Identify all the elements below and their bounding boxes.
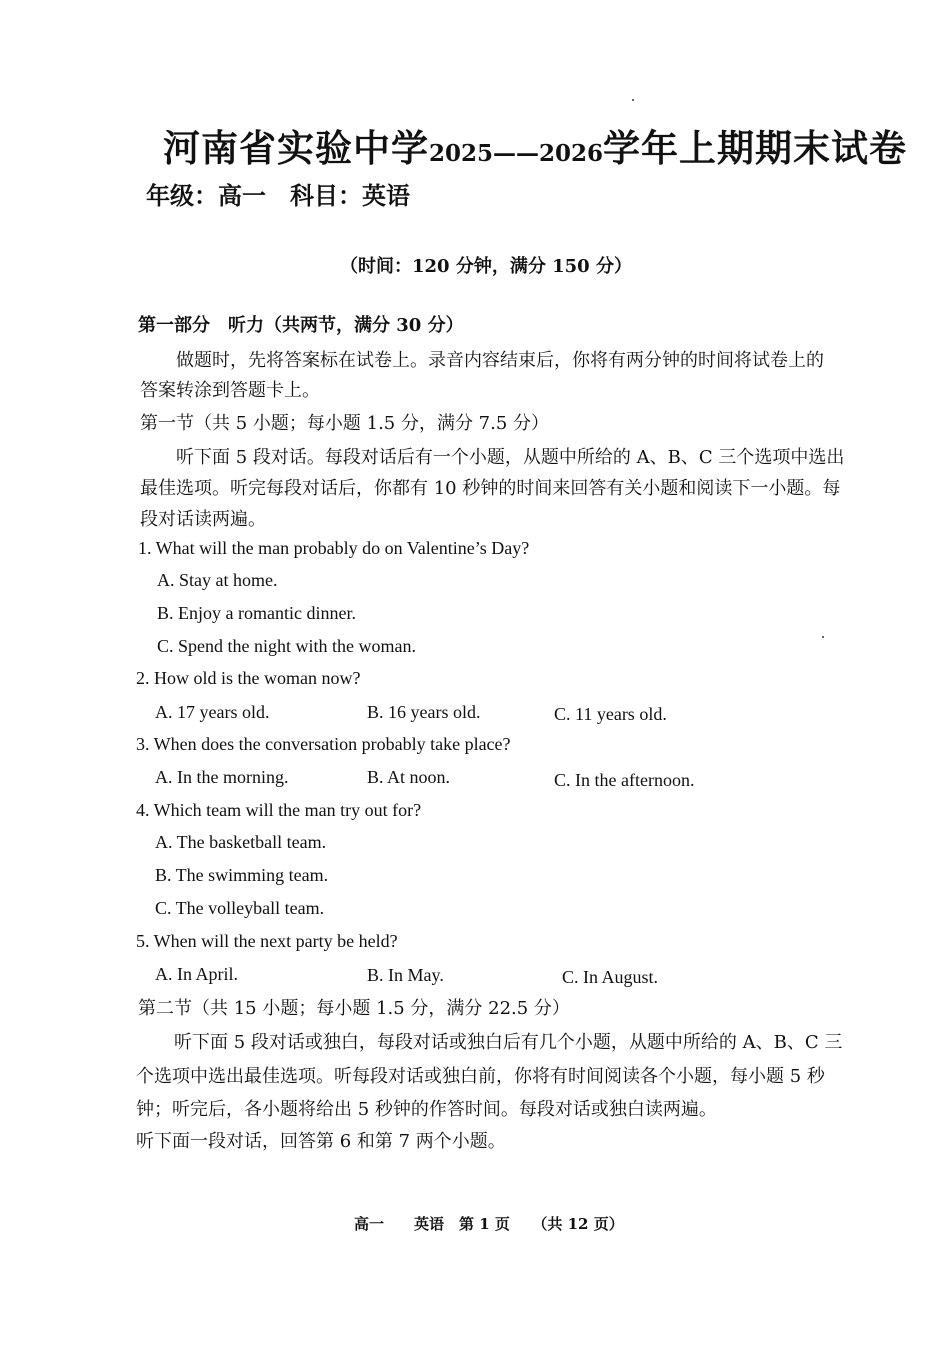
question-stem: 4. Which team will the man try out for? bbox=[136, 800, 422, 820]
section1-instruction: 段对话读两遍。 bbox=[140, 509, 266, 530]
section2-instruction: 听下面 5 段对话或独白，每段对话或独白后有几个小题，从题中所给的 A、B、C 三 bbox=[174, 1032, 843, 1053]
time-score-line: （时间：120 分钟，满分 150 分） bbox=[340, 256, 632, 277]
title-school: 河南省实验中学 bbox=[163, 126, 429, 170]
answer-option: A. The basketball team. bbox=[155, 832, 327, 852]
answer-option: C. 11 years old. bbox=[554, 704, 667, 724]
grade-subject: 年级：高一 科目：英语 bbox=[146, 181, 410, 210]
answer-option: B. 16 years old. bbox=[367, 702, 481, 722]
answer-option: C. Spend the night with the woman. bbox=[157, 636, 416, 656]
section1-instruction: 最佳选项。听完每段对话后，你都有 10 秒钟的时间来回答有关小题和阅读下一小题。每 bbox=[140, 478, 841, 499]
answer-option: B. At noon. bbox=[367, 767, 451, 787]
part1-instruction: 答案转涂到答题卡上。 bbox=[140, 380, 320, 401]
question-stem: 2. How old is the woman now? bbox=[136, 668, 361, 688]
answer-option: C. In August. bbox=[562, 967, 659, 987]
part1-heading: 第一部分 听力（共两节，满分 30 分） bbox=[138, 315, 464, 336]
section2-instruction: 钟；听完后，各小题将给出 5 秒钟的作答时间。每段对话或独白读两遍。 bbox=[136, 1099, 717, 1120]
title-years: 2025——2026 bbox=[429, 140, 604, 167]
answer-option: B. Enjoy a romantic dinner. bbox=[157, 603, 356, 623]
answer-option: A. In April. bbox=[155, 964, 238, 984]
question-stem: 5. When will the next party be held? bbox=[136, 931, 398, 951]
section2-heading: 第二节（共 15 小题；每小题 1.5 分，满分 22.5 分） bbox=[138, 998, 570, 1019]
answer-option: B. In May. bbox=[367, 965, 444, 985]
part1-instruction: 做题时，先将答案标在试卷上。录音内容结束后，你将有两分钟的时间将试卷上的 bbox=[176, 350, 824, 371]
answer-option: A. Stay at home. bbox=[157, 570, 278, 590]
section1-heading: 第一节（共 5 小题；每小题 1.5 分，满分 7.5 分） bbox=[140, 413, 550, 434]
title-suffix: 学年上期期末试卷 bbox=[603, 126, 908, 170]
question-stem: 1. What will the man probably do on Valentine’s Day? bbox=[138, 538, 530, 558]
scan-speck bbox=[822, 636, 824, 638]
section2-instruction: 个选项中选出最佳选项。听每段对话或独白前，你将有时间阅读各个小题，每小题 5 秒 bbox=[136, 1066, 825, 1087]
page-footer: 高一 英语 第 1 页 （共 12 页） bbox=[354, 1215, 624, 1233]
section2-instruction: 听下面一段对话，回答第 6 和第 7 两个小题。 bbox=[136, 1131, 506, 1152]
answer-option: B. The swimming team. bbox=[155, 865, 329, 885]
answer-option: C. The volleyball team. bbox=[155, 898, 325, 918]
answer-option: A. In the morning. bbox=[155, 767, 289, 787]
exam-title bbox=[163, 118, 907, 172]
scan-speck bbox=[632, 99, 634, 101]
answer-option: A. 17 years old. bbox=[155, 702, 270, 722]
answer-option: C. In the afternoon. bbox=[554, 770, 695, 790]
question-stem: 3. When does the conversation probably take place? bbox=[136, 734, 511, 754]
section1-instruction: 听下面 5 段对话。每段对话后有一个小题，从题中所给的 A、B、C 三个选项中选出 bbox=[176, 447, 845, 468]
